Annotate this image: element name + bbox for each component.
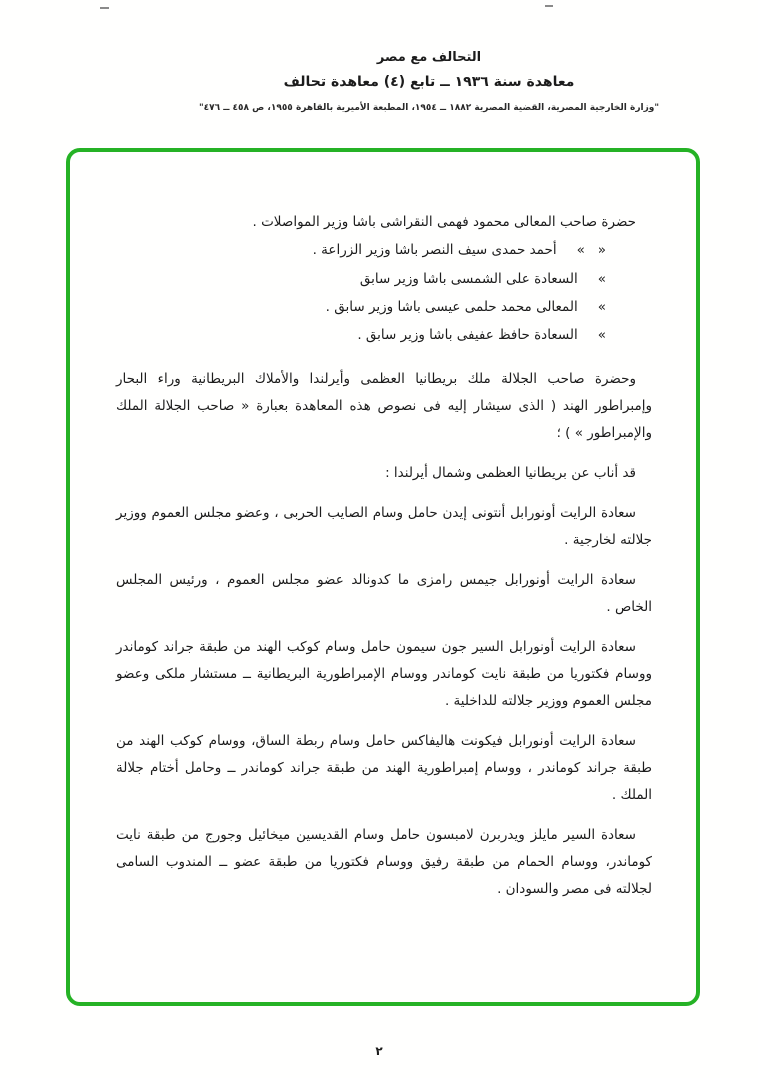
delegate-text: السعادة على الشمسى باشا وزير سابق xyxy=(359,270,578,287)
delegates-list xyxy=(116,208,652,350)
document-subtitle: معاهدة سنة ١٩٣٦ ــ تابع (٤) معاهدة تحالف xyxy=(283,74,575,90)
delegate-text: حضرة صاحب المعالى محمود فهمى النقراشى باشا وزير المواصلات . xyxy=(252,214,636,230)
paragraph-halifax: سعادة الرايت أونورابل فيكونت هاليفاكس حامل وسام ربطة الساق، ووسام كوكب الهند من طبقة جراند كوماندر ، ووسام إمبراطورية الهند من طبقة جراند كوماندر ــ وحامل أختام جلالة الملك . xyxy=(116,732,652,803)
delegate-text: المعالى محمد حلمى عيسى باشا وزير سابق . xyxy=(325,299,578,316)
highlight-box xyxy=(66,148,700,1006)
delegate-line xyxy=(116,265,652,293)
paragraph-king-title: وحضرة صاحب الجلالة ملك بريطانيا العظمى وأيرلندا والأملاك البريطانية وراء البحار وإمبراطور الهند ( الذى سيشار إليه فى نصوص هذه المعاهدة بعبارة « صاحب الجلالة الملك والإمبراطور » ) ؛ xyxy=(116,370,652,441)
scan-artifact xyxy=(100,7,109,9)
ditto-mark: » xyxy=(597,327,606,344)
document-header xyxy=(50,50,758,113)
ditto-mark: » xyxy=(597,299,606,316)
document-title: التحالف مع مصر xyxy=(376,50,482,65)
paragraph-lampson: سعادة السير مايلز ويدربرن لامبسون حامل وسام القديسين ميخائيل وجورج من طبقة نايت كوماندر، ووسام الحمام من طبقة رفيق ووسام فكتوريا من طبقة عضو ــ المندوب السامى لجلالته فى مصر والسودان . xyxy=(116,826,652,897)
delegate-line xyxy=(116,293,652,321)
paragraph-macdonald: سعادة الرايت أونورابل جيمس رامزى ما كدونالد عضو مجلس العموم ، ورئيس المجلس الخاص . xyxy=(116,571,652,615)
paragraph-eden: سعادة الرايت أونورابل أنتونى إيدن حامل وسام الصايب الحربى ، وعضو مجلس العموم ووزير جلالته لخارجية . xyxy=(116,504,652,548)
delegate-text: أحمد حمدى سيف النصر باشا وزير الزراعة . xyxy=(312,242,557,259)
delegate-line xyxy=(116,321,652,349)
scan-artifact xyxy=(545,5,553,7)
delegate-line xyxy=(116,236,652,264)
source-citation: "وزارة الخارجية المصرية، القضية المصرية ١٨٨٢ ــ ١٩٥٤، المطبعة الأميرية بالقاهرة ١٩٥٥، ص ٤٥٨ ــ ٤٧٦" xyxy=(198,103,660,113)
delegate-text: السعادة حافظ عفيفى باشا وزير سابق . xyxy=(357,327,578,344)
ditto-mark: « » xyxy=(576,242,606,259)
page-number: ٢ xyxy=(375,1044,383,1058)
paragraph-simon: سعادة الرايت أونورابل السير جون سيمون حامل وسام كوكب الهند من طبقة جراند كوماندر ووسام فكتوريا من طبقة نايت كوماندر ووسام الإمبراطورية البريطانية ــ مستشار ملكى وعضو مجلس العموم ووزير جلالته للداخلية . xyxy=(116,638,652,709)
paragraph-delegation-intro: قد أناب عن بريطانيا العظمى وشمال أيرلندا : xyxy=(385,464,636,481)
ditto-mark: » xyxy=(597,270,606,287)
delegate-line xyxy=(116,208,652,236)
